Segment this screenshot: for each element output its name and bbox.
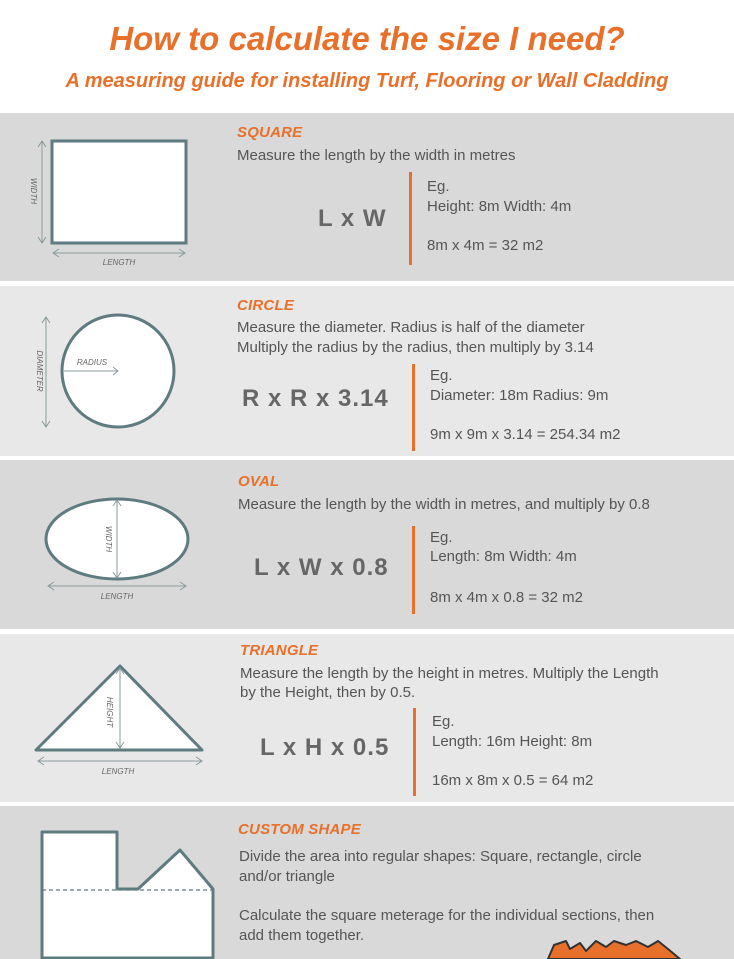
triangle-heading: TRIANGLE [240,642,319,659]
triangle-example-result: 16m x 8m x 0.5 = 64 m2 [432,772,594,789]
oval-divider [412,526,415,614]
oval-example-label: Eg. [430,529,453,546]
square-shape [52,141,186,243]
custom-description-2: and/or triangle [239,868,335,885]
square-length-label: LENGTH [102,258,136,267]
triangle-formula: L x H x 0.5 [260,734,390,761]
circle-diameter-label: DIAMETER [35,350,44,392]
square-formula: L x W [318,205,387,232]
square-example-values: Height: 8m Width: 4m [427,198,572,215]
triangle-description-2: by the Height, then by 0.5. [240,684,416,701]
page-title: How to calculate the size I need? [109,20,625,57]
circle-description-2: Multiply the radius by the radius, then multiply by 3.14 [237,339,594,356]
square-heading: SQUARE [237,124,303,141]
oval-heading: OVAL [238,473,280,490]
square-description: Measure the length by the width in metres [237,147,516,164]
circle-example-values: Diameter: 18m Radius: 9m [430,387,609,404]
square-example-result: 8m x 4m = 32 m2 [427,237,544,254]
oval-example-result: 8m x 4m x 0.8 = 32 m2 [430,589,583,606]
circle-divider [412,364,415,451]
triangle-shape [36,666,202,750]
circle-section [0,286,734,456]
custom-description-3: Calculate the square meterage for the individual sections, then [239,907,655,924]
custom-shape-outline [42,832,213,958]
circle-formula: R x R x 3.14 [242,385,389,412]
triangle-section [0,634,734,802]
circle-heading: CIRCLE [237,297,295,314]
oval-diagram [38,494,198,606]
circle-description-1: Measure the diameter. Radius is half of the diameter [237,319,585,336]
custom-description-4: add them together. [239,927,365,944]
triangle-description-1: Measure the length by the height in metres. Multiply the Length [240,665,659,682]
circle-radius-label: RADIUS [76,358,108,367]
square-width-label: WIDTH [29,177,38,205]
circle-example-label: Eg. [430,367,453,384]
triangle-example-label: Eg. [432,713,455,730]
square-section [0,113,734,281]
oval-example-values: Length: 8m Width: 4m [430,548,577,565]
custom-description-1: Divide the area into regular shapes: Square, rectangle, circle [239,848,642,865]
square-divider [409,172,412,265]
triangle-height-label: HEIGHT [105,696,114,728]
oval-description: Measure the length by the width in metres, and multiply by 0.8 [238,496,650,513]
triangle-length-label: LENGTH [101,767,135,776]
custom-shape-heading: CUSTOM SHAPE [238,821,361,838]
square-diagram [20,133,200,271]
partial-orange-logo [540,935,700,959]
custom-shape-diagram [30,820,230,959]
triangle-diagram [26,660,211,780]
page-subtitle: A measuring guide for installing Turf, Flooring or Wall Cladding [65,70,669,92]
circle-example-result: 9m x 9m x 3.14 = 254.34 m2 [430,426,621,443]
triangle-example-values: Length: 16m Height: 8m [432,733,593,750]
square-example-label: Eg. [427,178,450,195]
circle-diagram [28,308,188,436]
oval-length-label: LENGTH [100,592,134,601]
oval-section [0,460,734,629]
triangle-divider [413,708,416,796]
oval-formula: L x W x 0.8 [254,554,389,581]
oval-width-label: WIDTH [104,525,113,553]
